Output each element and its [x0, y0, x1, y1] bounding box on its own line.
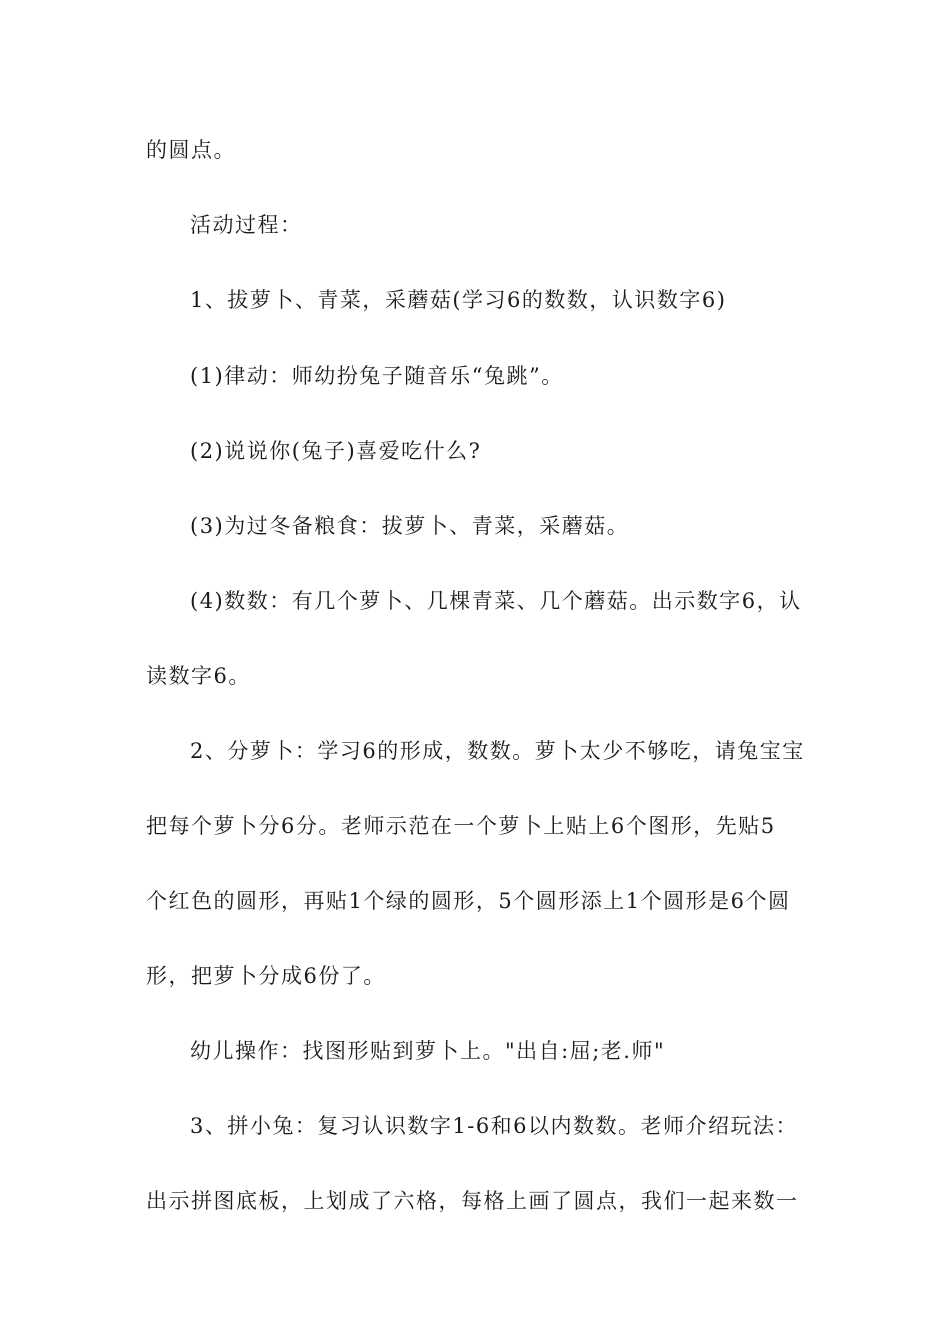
text-line: (2)说说你(兔子)喜爱吃什么? [190, 439, 482, 463]
section-heading: 活动过程： [190, 213, 303, 237]
text-line: 幼儿操作：找图形贴到萝卜上。"出自:屈;老.师" [190, 1039, 666, 1063]
text-line: 形，把萝卜分成6份了。 [146, 964, 386, 988]
step-heading: 3、拼小兔：复习认识数字1-6和6以内数数。老师介绍玩法： [190, 1114, 799, 1138]
text-line: (1)律动：师幼扮兔子随音乐“兔跳”。 [190, 364, 564, 388]
step-heading: 2、分萝卜：学习6的形成，数数。萝卜太少不够吃，请兔宝宝 [190, 739, 805, 763]
text-line: (4)数数：有几个萝卜、几棵青菜、几个蘑菇。出示数字6，认 [190, 589, 802, 613]
text-line: 的圆点。 [146, 138, 236, 162]
text-line: 个红色的圆形，再贴1个绿的圆形，5个圆形添上1个圆形是6个圆 [146, 889, 791, 913]
text-line: (3)为过冬备粮食：拔萝卜、青菜，采蘑菇。 [190, 514, 630, 538]
text-line: 出示拼图底板，上划成了六格，每格上画了圆点，我们一起来数一 [146, 1189, 799, 1213]
text-line: 读数字6。 [146, 664, 251, 688]
text-line: 把每个萝卜分6分。老师示范在一个萝卜上贴上6个图形，先贴5 [146, 814, 776, 838]
step-heading: 1、拔萝卜、青菜，采蘑菇(学习6的数数，认识数字6) [190, 288, 727, 312]
